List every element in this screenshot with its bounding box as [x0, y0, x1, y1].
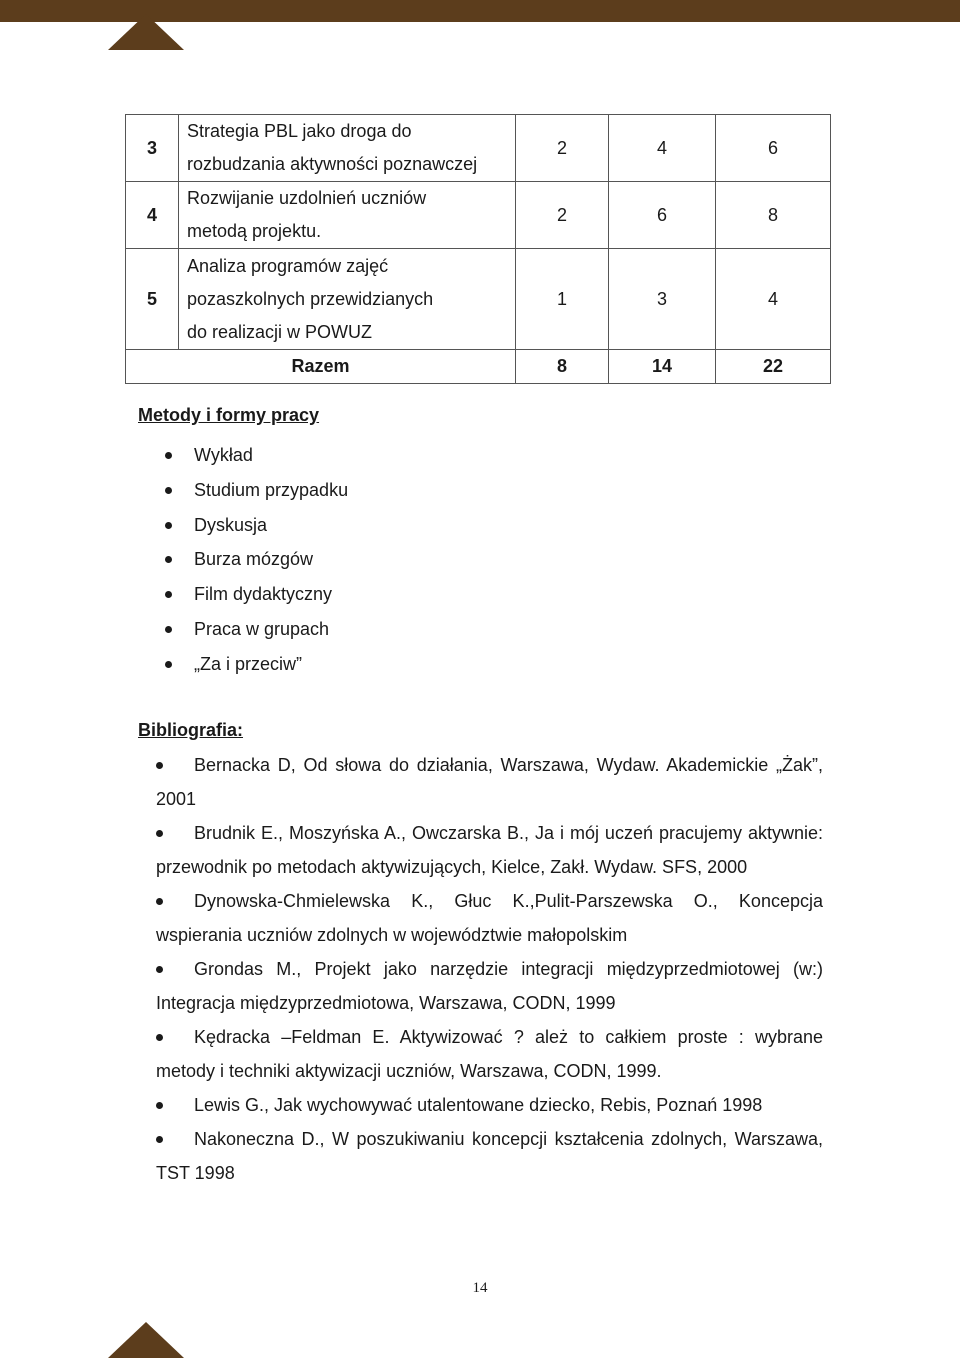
list-item — [165, 577, 348, 612]
list-item — [156, 952, 823, 1020]
method-label: „Za i przeciw” — [194, 653, 303, 674]
row-value-2: 3 — [609, 249, 716, 350]
hours-table — [125, 114, 831, 384]
topic-line: rozbudzania aktywności poznawczej — [187, 154, 478, 174]
method-label: Wykład — [194, 445, 253, 465]
list-item — [156, 748, 823, 816]
method-label: Studium przypadku — [194, 479, 349, 500]
methods-title: Metody i formy pracy — [138, 405, 320, 425]
row-value-2: 4 — [609, 115, 716, 182]
bullet-icon — [156, 966, 163, 973]
list-item — [156, 1122, 823, 1190]
bibliography-entry: Bernacka D, Od słowa do działania, Warszawa, Wydaw. Akademickie „Żak”, 2001 — [156, 755, 823, 809]
row-value-1: 2 — [516, 182, 609, 249]
row-value-3: 8 — [716, 182, 831, 249]
topic-line: Rozwijanie uzdolnień uczniów — [187, 188, 427, 208]
method-label: Dyskusja — [194, 514, 268, 535]
total-value-1: 8 — [516, 350, 609, 384]
bibliography-entry: Dynowska-Chmielewska K., Głuc K.,Pulit-Parszewska O., Koncepcja wspierania uczniów zdolnych w województwie małopolskim — [156, 891, 823, 945]
bullet-icon — [156, 1034, 163, 1041]
row-value-3: 6 — [716, 115, 831, 182]
footer-triangle — [108, 1322, 184, 1358]
bullet-icon — [165, 591, 172, 598]
bullet-icon — [165, 556, 172, 563]
bullet-icon — [156, 830, 163, 837]
bibliography-list — [156, 748, 823, 1190]
bullet-icon — [165, 452, 172, 459]
row-value-1: 2 — [516, 115, 609, 182]
row-number: 5 — [126, 249, 179, 350]
bullet-icon — [165, 487, 172, 494]
method-label: Praca w grupach — [194, 618, 330, 639]
method-label: Burza mózgów — [194, 549, 314, 570]
bullet-icon — [165, 626, 172, 633]
total-row — [126, 350, 831, 384]
table-row — [126, 182, 831, 249]
table-row — [126, 115, 831, 182]
bullet-icon — [165, 661, 172, 668]
row-value-3: 4 — [716, 249, 831, 350]
bullet-icon — [156, 762, 163, 769]
row-value-1: 1 — [516, 249, 609, 350]
row-topic — [179, 115, 516, 182]
total-value-2: 14 — [609, 350, 716, 384]
bullet-icon — [156, 1102, 163, 1109]
methods-list — [165, 438, 348, 682]
bibliography-entry: Lewis G., Jak wychowywać utalentowane dziecko, Rebis, Poznań 1998 — [194, 1095, 763, 1115]
bullet-icon — [156, 898, 163, 905]
page-number: 14 — [472, 1280, 488, 1296]
row-value-2: 6 — [609, 182, 716, 249]
list-item — [165, 542, 348, 577]
bibliography-title: Bibliografia: — [138, 720, 244, 740]
bibliography-entry: Kędracka –Feldman E. Aktywizować ? ależ to całkiem proste : wybrane metody i techniki aktywizacji uczniów, Warszawa, CODN, 1999. — [156, 1027, 823, 1081]
total-label: Razem — [126, 350, 516, 384]
list-item — [156, 1088, 823, 1122]
topic-line: pozaszkolnych przewidzianych — [187, 288, 434, 309]
list-item — [156, 1020, 823, 1088]
list-item — [165, 508, 348, 543]
topic-line: Strategia PBL jako droga do — [187, 121, 412, 141]
row-number: 3 — [126, 115, 179, 182]
topic-line: metodą projektu. — [187, 221, 322, 241]
list-item — [165, 647, 348, 682]
bullet-icon — [156, 1136, 163, 1143]
header-notch — [108, 14, 184, 50]
list-item — [156, 816, 823, 884]
topic-line: do realizacji w POWUZ — [187, 321, 373, 342]
list-item — [165, 438, 348, 473]
bibliography-entry: Nakoneczna D., W poszukiwaniu koncepcji kształcenia zdolnych, Warszawa, TST 1998 — [156, 1129, 823, 1183]
row-topic — [179, 249, 516, 350]
list-item — [156, 884, 823, 952]
bibliography-entry: Brudnik E., Moszyńska A., Owczarska B., Ja i mój uczeń pracujemy aktywnie: przewodnik po metodach aktywizujących, Kielce, Zakł. Wydaw. SFS, 2000 — [156, 823, 823, 877]
method-label: Film dydaktyczny — [194, 584, 333, 605]
row-number: 4 — [126, 182, 179, 249]
table-row — [126, 249, 831, 350]
row-topic — [179, 182, 516, 249]
total-value-3: 22 — [716, 350, 831, 384]
topic-line: Analiza programów zajęć — [187, 255, 389, 276]
bibliography-entry: Grondas M., Projekt jako narzędzie integracji międzyprzedmiotowej (w:) Integracja międzyprzedmiotowa, Warszawa, CODN, 1999 — [156, 959, 823, 1013]
bullet-icon — [165, 522, 172, 529]
list-item — [165, 612, 348, 647]
list-item — [165, 473, 348, 508]
